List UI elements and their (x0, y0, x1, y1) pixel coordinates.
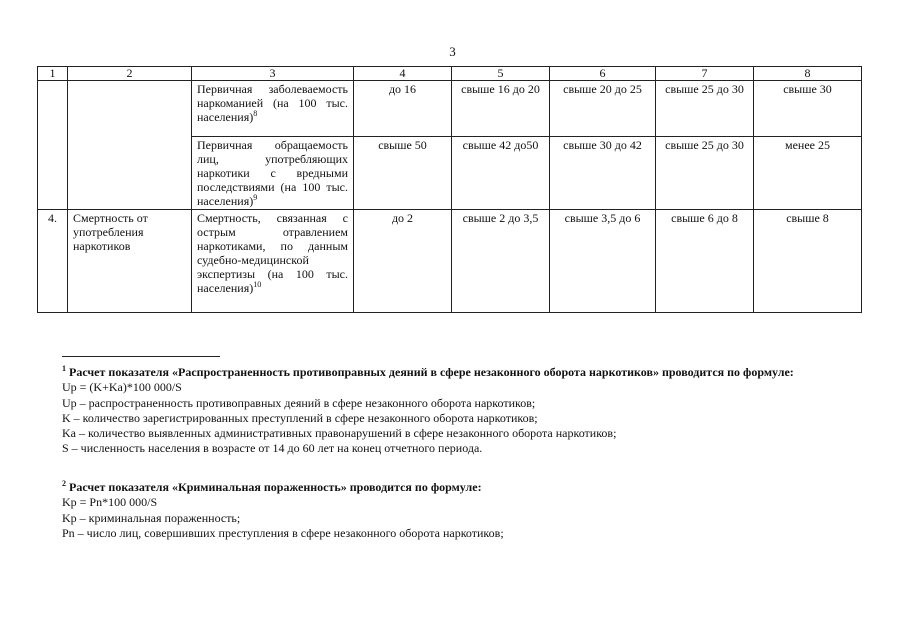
footnote-line: Up = (K+Ka)*100 000/S (62, 380, 182, 395)
header-cell: 6 (550, 67, 656, 81)
value-cell: свыше 6 до 8 (656, 210, 754, 313)
header-cell: 1 (38, 67, 68, 81)
indicator-table (37, 66, 862, 313)
footnote-ref: 10 (253, 280, 262, 289)
value-cell: свыше 16 до 20 (452, 81, 550, 137)
indicator-text: Первичная обращаемость лиц, употребляющих наркотики с вредными последствиями (на 100 тыс. населения) (197, 138, 348, 208)
row-number-cell: 4. (38, 210, 68, 313)
footnote-line: Pn – число лиц, совершивших преступления в сфере незаконного оборота наркотиков; (62, 525, 504, 540)
indicator-cell (192, 210, 354, 313)
value-cell: свыше 25 до 30 (656, 137, 754, 210)
table-header-row (38, 67, 862, 81)
footnote-ref: 9 (253, 193, 258, 202)
footnote-line: Up – распространенность противоправных деяний в сфере незаконного оборота наркотиков; (62, 395, 536, 410)
footnote-line: Kp = Pn*100 000/S (62, 495, 158, 510)
indicator-text: Смертность, связанная с острым отравлением наркотиками, по данным судебно-медицинской экспертизы (на 100 тыс. населения) (197, 211, 348, 295)
footnote-line: K – количество зарегистрированных преступлений в сфере незаконного оборота наркотиков; (62, 410, 538, 425)
header-cell: 4 (354, 67, 452, 81)
indicator-cell (192, 81, 354, 137)
value-cell: свыше 30 (754, 81, 862, 137)
row-number-cell (38, 81, 68, 210)
footnote-2 (62, 480, 852, 541)
criterion-name-cell: Смертность от употребления наркотиков (68, 210, 192, 313)
footnote-title: $^1$ Расчет показателя «Распространенность противоправных деяний в сфере незаконного оборота наркотиков» проводится по формуле: (62, 364, 794, 379)
footnote-line: S – численность населения в возрасте от 14 до 60 лет на конец отчетного периода. (62, 441, 483, 456)
value-cell: менее 25 (754, 137, 862, 210)
header-cell: 2 (68, 67, 192, 81)
footnote-marker: 2 (62, 479, 66, 488)
footnote-ref: 8 (253, 109, 258, 118)
table-row (38, 81, 862, 137)
indicator-cell (192, 137, 354, 210)
footnote-line: Ka – количество выявленных административных правонарушений в сфере незаконного оборота наркотиков; (62, 426, 617, 441)
header-cell: 5 (452, 67, 550, 81)
page-number: 3 (449, 44, 456, 59)
value-cell: до 2 (354, 210, 452, 313)
footnote-marker: 1 (62, 364, 66, 373)
value-cell: свыше 3,5 до 6 (550, 210, 656, 313)
value-cell: свыше 20 до 25 (550, 81, 656, 137)
footnote-separator (62, 356, 220, 357)
value-cell: до 16 (354, 81, 452, 137)
value-cell: свыше 8 (754, 210, 862, 313)
value-cell: свыше 50 (354, 137, 452, 210)
footnote-line: Kp – криминальная пораженность; (62, 510, 241, 525)
table-row (38, 210, 862, 313)
indicator-text: Первичная заболеваемость наркоманией (на 100 тыс. населения) (197, 82, 348, 124)
header-cell: 8 (754, 67, 862, 81)
footnote-title: $^2$ Расчет показателя «Криминальная пораженность» проводится по формуле: (62, 479, 482, 494)
header-cell: 3 (192, 67, 354, 81)
header-cell: 7 (656, 67, 754, 81)
value-cell: свыше 30 до 42 (550, 137, 656, 210)
value-cell: свыше 25 до 30 (656, 81, 754, 137)
value-cell: свыше 2 до 3,5 (452, 210, 550, 313)
value-cell: свыше 42 до50 (452, 137, 550, 210)
criterion-name-cell (68, 81, 192, 210)
footnote-1 (62, 365, 852, 457)
